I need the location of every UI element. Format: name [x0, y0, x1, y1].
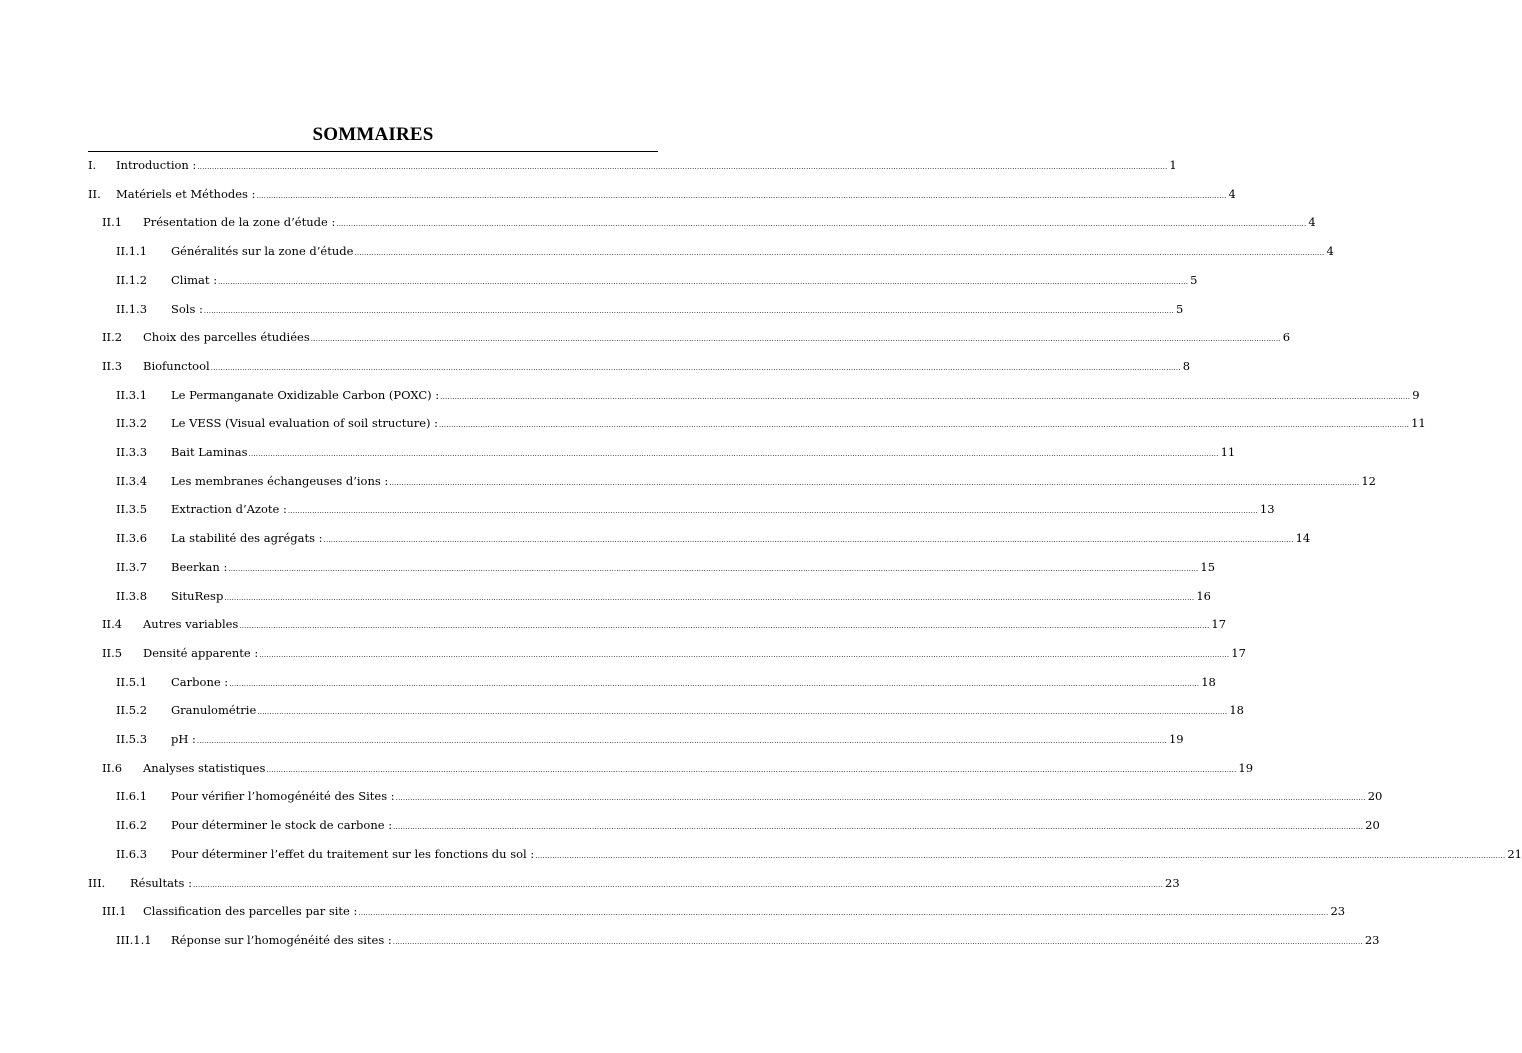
toc-entry-page-number: 12 — [1361, 473, 1376, 488]
title-underline — [88, 151, 658, 152]
toc-entry[interactable] — [0, 673, 1216, 691]
toc-dot-leader: ................................................................................................................................................................................................................................................................................................................................................................................................................ — [239, 622, 1210, 631]
toc-entry-number: II.6 — [102, 760, 123, 775]
toc-entry-label: Classification des parcelles par site : — [143, 904, 358, 919]
toc-entry-page-number: 4 — [1228, 186, 1236, 201]
toc-entry-page-number: 11 — [1411, 416, 1426, 431]
toc-entry-label: Réponse sur l’homogénéité des sites : — [171, 932, 392, 947]
toc-entry-label: Beerkan : — [171, 559, 228, 574]
toc-entry[interactable] — [0, 242, 1334, 260]
toc-entry-page-number: 5 — [1175, 301, 1184, 316]
toc-dot-leader: ................................................................................................................................................................................................................................................................................................................................................................................................................ — [203, 306, 1174, 315]
toc-dot-leader: ................................................................................................................................................................................................................................................................................................................................................................................................................ — [393, 823, 1364, 832]
toc-dot-leader: ................................................................................................................................................................................................................................................................................................................................................................................................................ — [228, 564, 1199, 573]
toc-dot-leader: ................................................................................................................................................................................................................................................................................................................................................................................................................ — [395, 794, 1366, 803]
toc-dot-leader: ................................................................................................................................................................................................................................................................................................................................................................................................................ — [229, 679, 1200, 688]
toc-entry[interactable] — [0, 615, 1227, 633]
toc-entry-page-number: 17 — [1211, 617, 1227, 632]
toc-entry[interactable] — [0, 500, 1275, 518]
toc-entry-number: II.2 — [102, 330, 123, 345]
toc-entry[interactable] — [0, 787, 1383, 805]
toc-entry-label: Présentation de la zone d’étude : — [143, 215, 336, 230]
toc-entry-page-number: 8 — [1182, 358, 1191, 373]
toc-entry-label: pH : — [171, 732, 196, 746]
toc-dot-leader: ................................................................................................................................................................................................................................................................................................................................................................................................................ — [256, 191, 1227, 200]
toc-entry-number: II.3.7 — [116, 559, 148, 574]
toc-entry-label: Densité apparente : — [143, 645, 259, 660]
toc-dot-leader: ................................................................................................................................................................................................................................................................................................................................................................................................................ — [310, 335, 1281, 344]
toc-entry-label: Carbone : — [171, 674, 229, 689]
toc-entry-number: II.5 — [102, 645, 123, 660]
toc-entry-page-number: 1 — [1169, 158, 1177, 172]
toc-entry-number: I. — [88, 158, 97, 172]
toc-entry-number: II.3.4 — [116, 473, 148, 488]
toc-entry-page-number: 20 — [1367, 789, 1383, 804]
toc-entry-page-number: 13 — [1259, 502, 1275, 517]
toc-entry[interactable] — [0, 874, 1180, 892]
toc-entry-number: II.3.3 — [116, 445, 148, 459]
toc-entry-label: Résultats : — [130, 875, 192, 890]
toc-dot-leader: ................................................................................................................................................................................................................................................................................................................................................................................................................ — [389, 478, 1360, 487]
toc-dot-leader: ................................................................................................................................................................................................................................................................................................................................................................................................................ — [224, 593, 1195, 602]
toc-entry[interactable] — [0, 386, 1420, 404]
toc-entry[interactable] — [0, 644, 1246, 662]
toc-entry-number: II.3.1 — [116, 387, 148, 402]
toc-entry-label: Le VESS (Visual evaluation of soil structure) : — [171, 416, 439, 431]
toc-entry-page-number: 17 — [1231, 645, 1246, 660]
toc-entry-number: II.1.1 — [116, 244, 148, 259]
toc-entry-page-number: 19 — [1168, 732, 1184, 746]
toc-entry-label: Bait Laminas — [171, 445, 248, 459]
toc-entry-page-number: 23 — [1364, 932, 1380, 947]
toc-dot-leader: ................................................................................................................................................................................................................................................................................................................................................................................................................ — [259, 650, 1230, 659]
toc-entry[interactable] — [0, 902, 1346, 920]
toc-entry-page-number: 6 — [1282, 330, 1291, 345]
toc-entry[interactable] — [0, 816, 1380, 834]
toc-entry[interactable] — [0, 931, 1380, 949]
toc-entry-number: II.5.3 — [116, 732, 148, 746]
toc-entry-page-number: 23 — [1330, 904, 1346, 919]
toc-entry-number: II.3.6 — [116, 531, 148, 546]
toc-entry-page-number: 16 — [1196, 588, 1211, 603]
toc-entry[interactable] — [0, 529, 1311, 547]
toc-entry-label: Les membranes échangeuses d’ions : — [171, 473, 389, 488]
toc-entry[interactable] — [0, 730, 1184, 748]
toc-entry-page-number: 5 — [1190, 272, 1198, 287]
toc-entry[interactable] — [0, 328, 1291, 346]
toc-entry-number: II.4 — [102, 617, 123, 632]
toc-entry-label: Extraction d’Azote : — [171, 502, 287, 517]
toc-entry-number: II.1.3 — [116, 301, 148, 316]
toc-entry[interactable] — [0, 156, 1177, 174]
toc-dot-leader: ................................................................................................................................................................................................................................................................................................................................................................................................................ — [358, 909, 1329, 918]
toc-dot-leader: ................................................................................................................................................................................................................................................................................................................................................................................................................ — [196, 737, 1167, 745]
toc-entry-number: III. — [88, 875, 106, 890]
toc-entry-label: Matériels et Méthodes : — [116, 186, 256, 201]
toc-entry-number: II.6.2 — [116, 818, 148, 833]
toc-entry-page-number: 11 — [1220, 445, 1236, 459]
toc-entry-label: Autres variables — [143, 617, 239, 632]
toc-entry-number: II.3 — [102, 358, 123, 373]
toc-entry-page-number: 4 — [1326, 244, 1334, 259]
toc-dot-leader: ................................................................................................................................................................................................................................................................................................................................................................................................................ — [535, 851, 1506, 860]
toc-entry-number: III.1 — [102, 904, 127, 919]
toc-dot-leader: ................................................................................................................................................................................................................................................................................................................................................................................................................ — [210, 363, 1181, 372]
toc-entry-label: Climat : — [171, 272, 218, 287]
toc-entry[interactable] — [0, 558, 1216, 576]
toc-dot-leader: ................................................................................................................................................................................................................................................................................................................................................................................................................ — [257, 708, 1228, 717]
toc-entry[interactable] — [0, 443, 1236, 461]
toc-entry-label: Pour déterminer le stock de carbone : — [171, 818, 393, 833]
toc-entry-label: Analyses statistiques — [143, 760, 266, 775]
page-title: SOMMAIRES — [312, 124, 434, 145]
toc-entry-number: II.5.1 — [116, 674, 148, 689]
toc-entry[interactable] — [0, 271, 1198, 289]
toc-dot-leader: ................................................................................................................................................................................................................................................................................................................................................................................................................ — [248, 450, 1219, 458]
toc-entry-label: Sols : — [171, 301, 203, 316]
toc-entry-page-number: 20 — [1365, 818, 1380, 833]
toc-entry[interactable] — [0, 472, 1376, 490]
toc-entry-label: La stabilité des agrégats : — [171, 531, 323, 546]
toc-entry-number: II.3.5 — [116, 502, 148, 517]
toc-dot-leader: ................................................................................................................................................................................................................................................................................................................................................................................................................ — [440, 392, 1411, 401]
toc-entry[interactable] — [0, 300, 1184, 318]
toc-entry-page-number: 14 — [1295, 531, 1311, 546]
toc-entry-page-number: 23 — [1165, 875, 1180, 890]
toc-entry-label: Généralités sur la zone d’étude — [171, 244, 354, 259]
toc-entry-label: Pour déterminer l’effet du traitement sur les fonctions du sol : — [171, 846, 535, 861]
toc-entry-label: Le Permanganate Oxidizable Carbon (POXC) : — [171, 387, 440, 402]
toc-entry[interactable] — [0, 845, 1522, 863]
toc-dot-leader: ................................................................................................................................................................................................................................................................................................................................................................................................................ — [336, 220, 1307, 229]
toc-dot-leader: ................................................................................................................................................................................................................................................................................................................................................................................................................ — [266, 765, 1237, 774]
toc-dot-leader: ................................................................................................................................................................................................................................................................................................................................................................................................................ — [192, 880, 1164, 889]
toc-entry-number: II.6.1 — [116, 789, 148, 804]
toc-dot-leader: ................................................................................................................................................................................................................................................................................................................................................................................................................ — [287, 507, 1258, 516]
toc-entry-label: Biofunctool — [143, 358, 210, 373]
toc-entry-number: II.3.2 — [116, 416, 148, 431]
toc-entry[interactable] — [0, 759, 1254, 777]
toc-entry-number: II. — [88, 186, 101, 201]
toc-entry-number: II.6.3 — [116, 846, 148, 861]
toc-dot-leader: ................................................................................................................................................................................................................................................................................................................................................................................................................ — [392, 937, 1363, 946]
toc-entry[interactable] — [0, 213, 1316, 231]
toc-entry[interactable] — [0, 414, 1426, 432]
toc-entry-label: SituResp — [171, 588, 224, 603]
toc-entry[interactable] — [0, 185, 1236, 203]
toc-dot-leader: ................................................................................................................................................................................................................................................................................................................................................................................................................ — [218, 277, 1189, 286]
toc-dot-leader: ................................................................................................................................................................................................................................................................................................................................................................................................................ — [354, 249, 1325, 258]
toc-entry-label: Introduction : — [116, 158, 197, 172]
toc-entry-label: Granulométrie — [171, 703, 257, 718]
toc-entry-page-number: 18 — [1201, 674, 1216, 689]
toc-entry-page-number: 19 — [1238, 760, 1254, 775]
toc-entry-page-number: 4 — [1308, 215, 1316, 230]
toc-entry-number: II.5.2 — [116, 703, 148, 718]
toc-entry-page-number: 21 — [1507, 846, 1522, 861]
toc-entry-label: Pour vérifier l’homogénéité des Sites : — [171, 789, 395, 804]
toc-entry-number: II.3.8 — [116, 588, 148, 603]
toc-entry-label: Choix des parcelles étudiées — [143, 330, 310, 345]
toc-entry-page-number: 18 — [1229, 703, 1244, 718]
toc-dot-leader: ................................................................................................................................................................................................................................................................................................................................................................................................................ — [439, 421, 1410, 430]
toc-dot-leader: ................................................................................................................................................................................................................................................................................................................................................................................................................ — [197, 163, 1168, 171]
toc-entry[interactable] — [0, 357, 1191, 375]
toc-entry-page-number: 9 — [1412, 387, 1420, 402]
toc-entry-number: III.1.1 — [116, 932, 152, 947]
toc-entry-number: II.1 — [102, 215, 123, 230]
toc-dot-leader: ................................................................................................................................................................................................................................................................................................................................................................................................................ — [323, 536, 1294, 545]
toc-entry[interactable] — [0, 701, 1244, 719]
toc-entry[interactable] — [0, 587, 1211, 605]
toc-entry-page-number: 15 — [1200, 559, 1216, 574]
toc-entry-number: II.1.2 — [116, 272, 148, 287]
